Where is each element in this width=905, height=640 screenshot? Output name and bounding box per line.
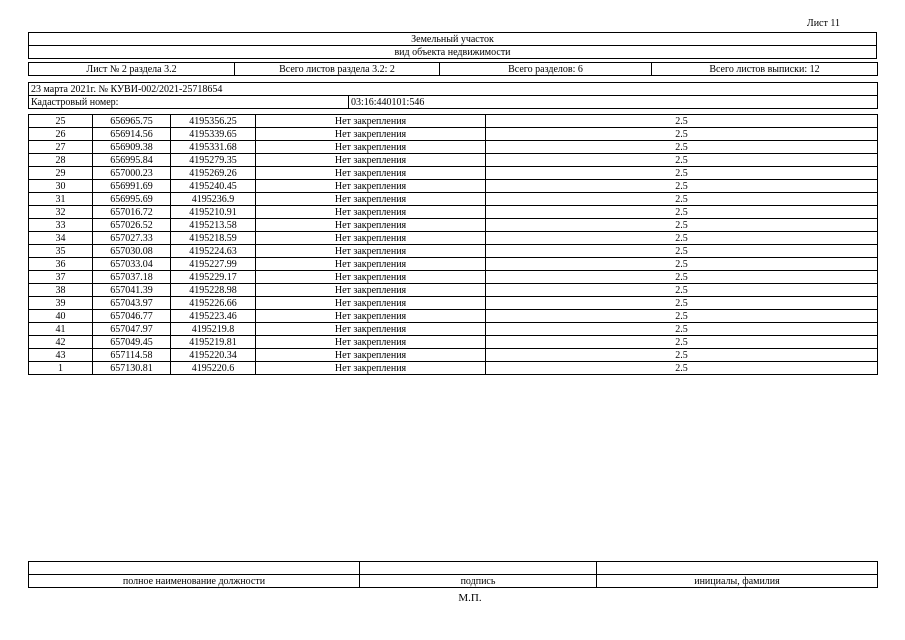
point-number: 1 [29, 362, 93, 375]
y-coordinate: 4195220.34 [171, 349, 256, 362]
accuracy: 2.5 [486, 154, 878, 167]
point-number: 27 [29, 141, 93, 154]
y-coordinate: 4195339.65 [171, 128, 256, 141]
accuracy: 2.5 [486, 193, 878, 206]
point-number: 29 [29, 167, 93, 180]
fixing-method: Нет закрепления [256, 115, 486, 128]
accuracy: 2.5 [486, 349, 878, 362]
table-row [29, 297, 878, 310]
table-row [29, 193, 878, 206]
fixing-method: Нет закрепления [256, 154, 486, 167]
x-coordinate: 656995.84 [93, 154, 171, 167]
point-number: 25 [29, 115, 93, 128]
point-number: 41 [29, 323, 93, 336]
section-sheet: Лист № 2 раздела 3.2 [29, 63, 235, 76]
stamp-place: М.П. [458, 592, 482, 604]
fixing-method: Нет закрепления [256, 180, 486, 193]
point-number: 28 [29, 154, 93, 167]
y-coordinate: 4195224.63 [171, 245, 256, 258]
accuracy: 2.5 [486, 180, 878, 193]
table-row [29, 232, 878, 245]
y-coordinate: 4195227.99 [171, 258, 256, 271]
object-type-caption: вид объекта недвижимости [29, 46, 877, 59]
accuracy: 2.5 [486, 258, 878, 271]
x-coordinate: 657030.08 [93, 245, 171, 258]
accuracy: 2.5 [486, 284, 878, 297]
table-row [29, 219, 878, 232]
x-coordinate: 657049.45 [93, 336, 171, 349]
y-coordinate: 4195218.59 [171, 232, 256, 245]
table-row [29, 323, 878, 336]
table-row [29, 310, 878, 323]
signature-field [360, 562, 597, 575]
accuracy: 2.5 [486, 297, 878, 310]
cadastral-value: 03:16:440101:546 [349, 96, 878, 109]
x-coordinate: 657130.81 [93, 362, 171, 375]
object-name: Земельный участок [29, 33, 877, 46]
y-coordinate: 4195213.58 [171, 219, 256, 232]
point-number: 32 [29, 206, 93, 219]
fixing-method: Нет закрепления [256, 193, 486, 206]
accuracy: 2.5 [486, 167, 878, 180]
sections-total: Всего разделов: 6 [440, 63, 652, 76]
y-coordinate: 4195210.91 [171, 206, 256, 219]
point-number: 37 [29, 271, 93, 284]
y-coordinate: 4195356.25 [171, 115, 256, 128]
position-field [29, 562, 360, 575]
x-coordinate: 656914.56 [93, 128, 171, 141]
y-coordinate: 4195240.45 [171, 180, 256, 193]
x-coordinate: 657037.18 [93, 271, 171, 284]
fixing-method: Нет закрепления [256, 336, 486, 349]
fixing-method: Нет закрепления [256, 206, 486, 219]
x-coordinate: 657000.23 [93, 167, 171, 180]
extract-date-number: 23 марта 2021г. № КУВИ-002/2021-25718654 [29, 83, 878, 96]
y-coordinate: 4195229.17 [171, 271, 256, 284]
fixing-method: Нет закрепления [256, 323, 486, 336]
signature-caption: подпись [360, 575, 597, 588]
accuracy: 2.5 [486, 362, 878, 375]
point-number: 34 [29, 232, 93, 245]
table-row [29, 167, 878, 180]
fixing-method: Нет закрепления [256, 362, 486, 375]
table-row [29, 258, 878, 271]
y-coordinate: 4195331.68 [171, 141, 256, 154]
x-coordinate: 657016.72 [93, 206, 171, 219]
fixing-method: Нет закрепления [256, 141, 486, 154]
accuracy: 2.5 [486, 271, 878, 284]
sheet-meta [28, 62, 878, 76]
x-coordinate: 657026.52 [93, 219, 171, 232]
name-caption: инициалы, фамилия [597, 575, 878, 588]
fixing-method: Нет закрепления [256, 232, 486, 245]
x-coordinate: 657041.39 [93, 284, 171, 297]
point-number: 35 [29, 245, 93, 258]
table-row [29, 141, 878, 154]
fixing-method: Нет закрепления [256, 310, 486, 323]
x-coordinate: 657043.97 [93, 297, 171, 310]
table-row [29, 154, 878, 167]
point-number: 38 [29, 284, 93, 297]
table-row [29, 362, 878, 375]
y-coordinate: 4195279.35 [171, 154, 256, 167]
y-coordinate: 4195220.6 [171, 362, 256, 375]
point-number: 42 [29, 336, 93, 349]
point-number: 39 [29, 297, 93, 310]
extract-sheets-total: Всего листов выписки: 12 [652, 63, 878, 76]
cadastral-label: Кадастровый номер: [29, 96, 349, 109]
table-row [29, 349, 878, 362]
y-coordinate: 4195219.81 [171, 336, 256, 349]
fixing-method: Нет закрепления [256, 284, 486, 297]
x-coordinate: 656991.69 [93, 180, 171, 193]
table-row [29, 284, 878, 297]
sheet-number: Лист 11 [806, 18, 840, 29]
y-coordinate: 4195269.26 [171, 167, 256, 180]
accuracy: 2.5 [486, 232, 878, 245]
x-coordinate: 657033.04 [93, 258, 171, 271]
point-number: 40 [29, 310, 93, 323]
table-row [29, 271, 878, 284]
object-header [28, 32, 877, 59]
y-coordinate: 4195226.66 [171, 297, 256, 310]
accuracy: 2.5 [486, 206, 878, 219]
y-coordinate: 4195219.8 [171, 323, 256, 336]
x-coordinate: 656965.75 [93, 115, 171, 128]
x-coordinate: 656995.69 [93, 193, 171, 206]
table-row [29, 115, 878, 128]
x-coordinate: 657047.97 [93, 323, 171, 336]
accuracy: 2.5 [486, 141, 878, 154]
point-number: 43 [29, 349, 93, 362]
fixing-method: Нет закрепления [256, 245, 486, 258]
accuracy: 2.5 [486, 245, 878, 258]
point-number: 26 [29, 128, 93, 141]
accuracy: 2.5 [486, 128, 878, 141]
x-coordinate: 657114.58 [93, 349, 171, 362]
x-coordinate: 657046.77 [93, 310, 171, 323]
x-coordinate: 657027.33 [93, 232, 171, 245]
accuracy: 2.5 [486, 336, 878, 349]
table-row [29, 206, 878, 219]
table-row [29, 128, 878, 141]
fixing-method: Нет закрепления [256, 167, 486, 180]
fixing-method: Нет закрепления [256, 258, 486, 271]
position-caption: полное наименование должности [29, 575, 360, 588]
point-number: 36 [29, 258, 93, 271]
fixing-method: Нет закрепления [256, 349, 486, 362]
y-coordinate: 4195236.9 [171, 193, 256, 206]
accuracy: 2.5 [486, 219, 878, 232]
coordinates-table [28, 114, 878, 375]
accuracy: 2.5 [486, 115, 878, 128]
table-row [29, 336, 878, 349]
accuracy: 2.5 [486, 310, 878, 323]
y-coordinate: 4195228.98 [171, 284, 256, 297]
table-row [29, 245, 878, 258]
fixing-method: Нет закрепления [256, 128, 486, 141]
point-number: 31 [29, 193, 93, 206]
fixing-method: Нет закрепления [256, 219, 486, 232]
point-number: 33 [29, 219, 93, 232]
accuracy: 2.5 [486, 323, 878, 336]
y-coordinate: 4195223.46 [171, 310, 256, 323]
extract-info [28, 82, 878, 109]
fixing-method: Нет закрепления [256, 297, 486, 310]
section-sheets-total: Всего листов раздела 3.2: 2 [235, 63, 440, 76]
point-number: 30 [29, 180, 93, 193]
x-coordinate: 656909.38 [93, 141, 171, 154]
signature-block [28, 561, 878, 588]
fixing-method: Нет закрепления [256, 271, 486, 284]
table-row [29, 180, 878, 193]
name-field [597, 562, 878, 575]
